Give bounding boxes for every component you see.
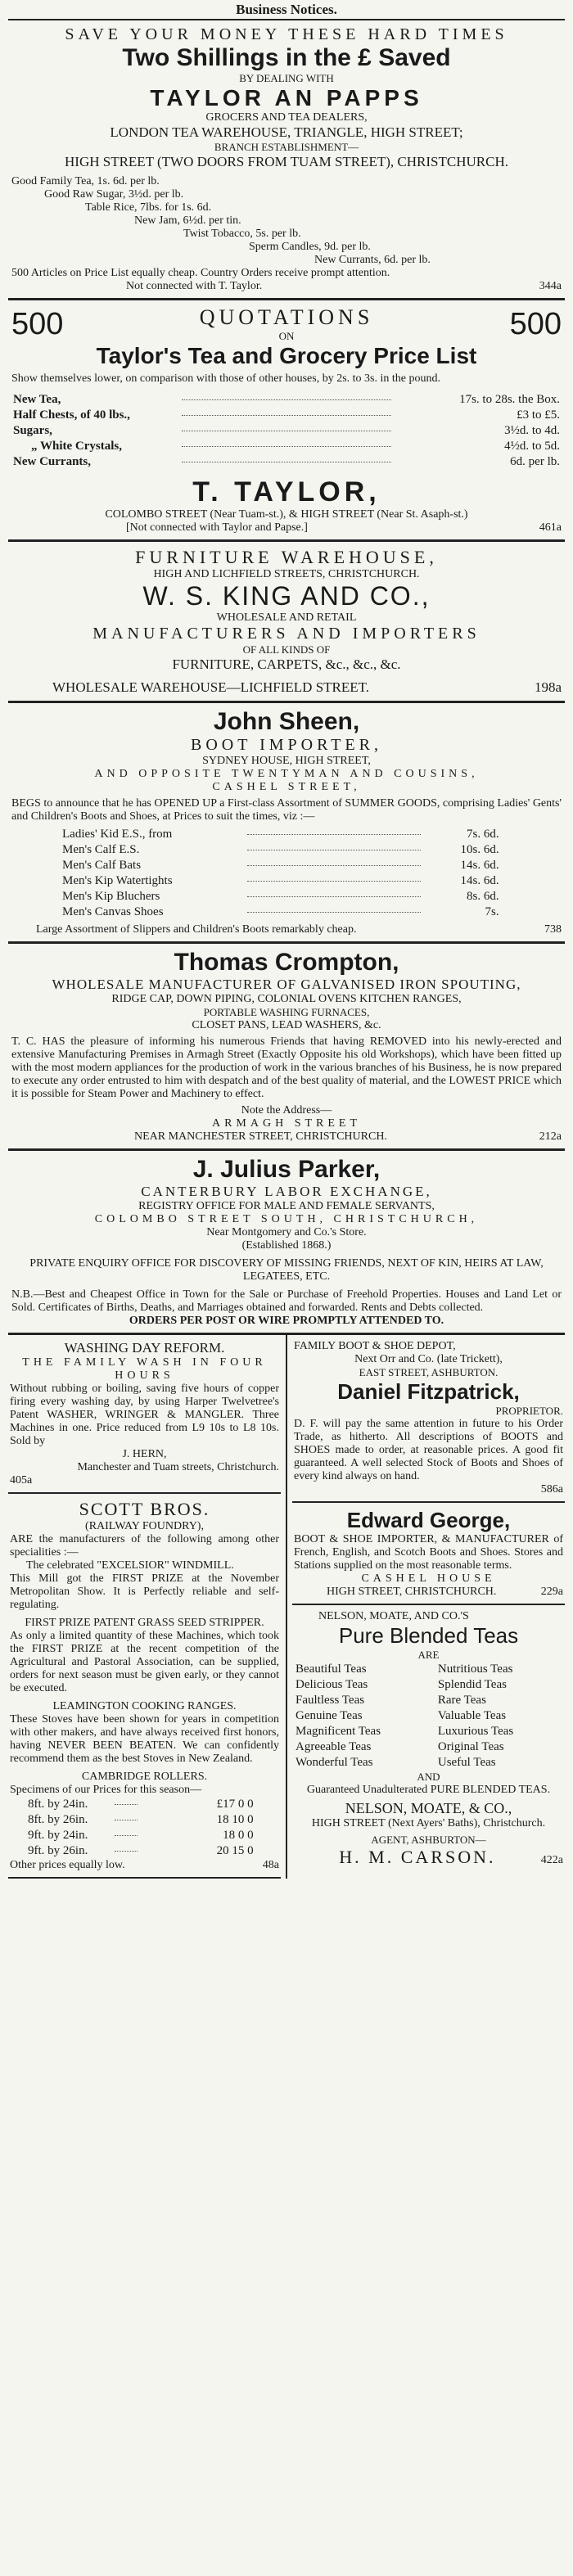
table-row (294, 1693, 563, 1708)
ad-taylor-papps (8, 20, 565, 300)
ad-products: CLOSET PANS, LEAD WASHERS, &c. (192, 1019, 381, 1031)
ad-body: N.B.—Best and Cheapest Office in Town for the Sale or Purchase of Freehold Properties. Houses and Land Let or Sold. Certificates of Births, Deaths, and Marriages obtained and forwarded. Rents and Debts collected. (11, 1288, 562, 1314)
price-name: 9ft. by 24in. (28, 1829, 88, 1842)
price-item: New Jam, 6½d. per tin. (134, 214, 241, 227)
table-row (294, 1739, 563, 1755)
list-item: Agreeable Teas (296, 1740, 372, 1753)
ad-line: WHOLESALE WAREHOUSE—LICHFIELD STREET. (52, 679, 370, 695)
ad-ref: 48a (262, 1859, 279, 1871)
price-value: 8s. 6d. (467, 890, 499, 903)
price-value: 17s. to 28s. the Box. (459, 393, 560, 406)
list-item: Delicious Teas (296, 1678, 368, 1691)
ad-ref: 405a (10, 1474, 33, 1487)
ad-parker (8, 1151, 565, 1335)
ad-ref: 738 (544, 923, 562, 936)
list-item: Valuable Teas (437, 1709, 507, 1722)
ad-footer: ORDERS PER POST OR WIRE PROMPTLY ATTENDED TO. (129, 1315, 444, 1327)
ad-note: [Not connected with Taylor and Papse.] (126, 521, 308, 534)
ad-line: FAMILY BOOT & SHOE DEPOT, (294, 1340, 456, 1352)
price-name: „ White Crystals, (31, 440, 122, 453)
price-name: Men's Canvas Shoes (62, 905, 164, 918)
ad-body: BOOT & SHOE IMPORTER, & MANUFACTURER of French, English, and Scotch Boots and Shoes. Stores and Stations supplied on the most reasonable terms. (294, 1533, 563, 1572)
ad-firm: T. TAYLOR, (192, 476, 381, 508)
price-value: 18 10 0 (216, 1813, 254, 1826)
ad-body: This Mill got the FIRST PRIZE at the November Metropolitan Show. It is Perfectly reliable and self-regulating. (10, 1572, 279, 1611)
ad-body: These Stoves have been shown for years in competition with other makers, and have always received first honors, having NEVER BEEN BEATEN. We can confidently recommend them as the best Stoves in New Zealand. (10, 1713, 279, 1765)
price-table (61, 827, 501, 920)
ad-fitzpatrick (292, 1335, 565, 1503)
list-item: Nutritious Teas (437, 1662, 513, 1676)
ad-subline: BRANCH ESTABLISHMENT— (214, 141, 359, 153)
ad-subline: THE FAMILY WASH IN FOUR HOURS (22, 1356, 267, 1382)
ad-body: D. F. will pay the same attention in future to his Order Trade, as hitherto. All descriptions of BOOTS and SHOES made to order, at reasonable prices. A good fit guaranteed. A well selected Stock of Boots and Shoes of every kind always on hand. (294, 1418, 563, 1482)
ad-body: Show themselves lower, on comparison with those of other houses, by 2s. to 3s. in the pound. (11, 372, 440, 385)
table-row (26, 1797, 255, 1812)
ad-trade: CANTERBURY LABOR EXCHANGE, (141, 1184, 432, 1199)
price-item: Table Rice, 7lbs. for 1s. 6d. (85, 201, 212, 214)
ad-ref: 212a (539, 1130, 562, 1143)
ad-headline: Taylor's Tea and Grocery Price List (96, 343, 477, 368)
ad-firm: SCOTT BROS. (79, 1499, 210, 1519)
ad-address: ARMAGH STREET (211, 1117, 362, 1130)
ad-firm: Edward George, (346, 1508, 511, 1532)
ad-address: COLOMBO STREET (Near Tuam-st.), & HIGH STREET (Near St. Asaph-st.) (105, 508, 468, 521)
ad-body: As only a limited quantity of these Machines, which took the FIRST PRIZE at the recent competition of the Agricultural and Pastoral Association, can be supplied, orders for next season must be given early, or they cannot be executed. (10, 1630, 279, 1694)
price-name: Men's Calf E.S. (62, 843, 140, 856)
table-row (26, 1812, 255, 1828)
ad-seller: J. HERN, (122, 1448, 167, 1460)
price-item: Twist Tobacco, 5s. per lb. (183, 228, 301, 240)
ad-body: T. C. HAS the pleasure of informing his numerous Friends that having REMOVED into his newly-erected and extensive Manufacturing Premises in Armagh Street (Exactly Opposite his old Workshops), which have been fitted up with the most modern appliances for the production of work in the various branches of his Business, he is now prepared to execute any order entrusted to him with despatch and of the best quality of material, and the LOWEST PRICE which it is possible for Steam Power and Machinery to effect. (11, 1035, 562, 1100)
table-row (11, 454, 562, 470)
ad-address: CASHEL HOUSE (361, 1572, 496, 1585)
ad-section-title: FIRST PRIZE PATENT GRASS SEED STRIPPER. (25, 1617, 264, 1629)
ad-firm: John Sheen, (213, 708, 360, 735)
list-item: Magnificent Teas (296, 1725, 381, 1738)
price-name: 8ft. by 24in. (28, 1798, 88, 1811)
ad-subline: OF ALL KINDS OF (242, 643, 331, 656)
ad-firm: NELSON, MOATE, & CO., (345, 1800, 512, 1816)
ad-headline: Pure Blended Teas (338, 1623, 519, 1648)
price-table (26, 1797, 255, 1859)
page-title: Business Notices. (8, 0, 565, 20)
table-row (11, 439, 562, 454)
price-value: 7s. (485, 905, 499, 918)
table-row (61, 873, 501, 889)
ad-address: HIGH STREET (Next Ayers' Baths), Christchurch. (311, 1817, 546, 1829)
ad-subline: PROPRIETOR. (495, 1405, 563, 1417)
ad-address: COLOMBO STREET SOUTH, CHRISTCHURCH, (94, 1213, 479, 1225)
price-value: 18 0 0 (223, 1829, 254, 1842)
price-name: 8ft. by 26in. (28, 1813, 88, 1826)
ad-ref: 586a (540, 1483, 563, 1496)
ad-scott (8, 1494, 281, 1879)
ad-nelson (292, 1605, 565, 1873)
price-item: Good Family Tea, 1s. 6d. per lb. (11, 175, 160, 187)
price-name: Men's Kip Watertights (62, 874, 173, 887)
table-row (294, 1708, 563, 1724)
price-value: 3½d. to 4d. (504, 424, 560, 437)
price-name: Sugars, (13, 424, 52, 437)
list-item: Rare Teas (437, 1694, 486, 1707)
ad-number: 500 (11, 306, 64, 341)
table-row (61, 905, 501, 920)
ad-line: QUOTATIONS (199, 305, 374, 329)
table-row (11, 423, 562, 439)
list-item: Luxurious Teas (437, 1725, 514, 1738)
ad-line: NELSON, MOATE, AND CO.'S (318, 1610, 469, 1622)
list-item: Wonderful Teas (296, 1756, 373, 1769)
ad-section-title: LEAMINGTON COOKING RANGES. (52, 1700, 237, 1712)
ad-address: CASHEL STREET, (212, 781, 361, 793)
price-value: £17 0 0 (216, 1798, 254, 1811)
ad-address: HIGH STREET, CHRISTCHURCH. (327, 1586, 497, 1598)
price-value: 10s. 6d. (460, 843, 499, 856)
ad-ref: 344a (539, 280, 562, 292)
ad-subline: (RAILWAY FOUNDRY), (85, 1520, 204, 1532)
price-item: Good Raw Sugar, 3½d. per lb. (44, 188, 184, 201)
price-item: New Currants, 6d. per lb. (314, 254, 431, 266)
ad-george (292, 1503, 565, 1605)
two-column-section (8, 1335, 565, 1879)
ad-agent: H. M. CARSON. (339, 1847, 496, 1867)
ad-ref: 198a (534, 679, 562, 695)
table-row (26, 1843, 255, 1859)
ad-note: (Established 1868.) (241, 1239, 332, 1252)
ad-trade: GROCERS AND TEA DEALERS, (205, 111, 368, 124)
ad-products: PORTABLE WASHING FURNACES, (203, 1006, 370, 1018)
price-value: 14s. 6d. (460, 874, 499, 887)
table-row (61, 827, 501, 842)
table-row (294, 1755, 563, 1771)
ad-body: Without rubbing or boiling, saving five hours of copper firing every washing day, by using Harper Twelvetree's Patent WASHER, WRINGER & MANGLER. Three Machines in one. Price reduced from L9 10s to L8 10s. Sold by (10, 1383, 279, 1447)
ad-firm: Thomas Crompton, (174, 949, 399, 976)
table-row (26, 1828, 255, 1843)
ad-address: AND OPPOSITE TWENTYMAN AND COUSINS, (94, 768, 479, 780)
ad-note: Note the Address— (241, 1104, 332, 1117)
ad-address: EAST STREET, ASHBURTON. (359, 1366, 499, 1378)
left-column (8, 1335, 287, 1879)
ad-subline: ON (278, 330, 295, 342)
ad-trade: WHOLESALE MANUFACTURER OF GALVANISED IRON SPOUTING, (52, 977, 521, 992)
table-row (11, 392, 562, 408)
ad-ref: 422a (540, 1854, 563, 1866)
table-row (294, 1662, 563, 1677)
table-row (61, 889, 501, 905)
list-item: Useful Teas (437, 1756, 496, 1769)
ad-subline: AGENT, ASHBURTON— (371, 1834, 486, 1846)
price-name: Men's Calf Bats (62, 859, 142, 872)
tea-list (294, 1662, 563, 1771)
ad-line: MANUFACTURERS AND IMPORTERS (92, 625, 481, 643)
ad-note: Not connected with T. Taylor. (126, 280, 263, 292)
table-row (294, 1677, 563, 1693)
ad-line: Next Orr and Co. (late Trickett), (354, 1353, 503, 1365)
ad-footer: Other prices equally low. (10, 1859, 125, 1871)
ad-ref: 461a (539, 521, 562, 534)
price-value: 14s. 6d. (460, 859, 499, 872)
ad-body: Guaranteed Unadulterated PURE BLENDED TEAS. (306, 1784, 551, 1796)
table-row (61, 858, 501, 873)
ad-firm: J. Julius Parker, (192, 1156, 381, 1183)
ad-washing (8, 1335, 281, 1494)
ad-body: BEGS to announce that he has OPENED UP a First-class Assortment of SUMMER GOODS, comprising Ladies' Gents' and Children's Boots and Shoes, at Prices to suit the times, viz :— (11, 797, 562, 823)
ad-firm: W. S. KING AND CO., (142, 581, 431, 611)
price-item: Sperm Candles, 9d. per lb. (249, 241, 371, 253)
ad-number: 500 (509, 306, 562, 341)
ad-king (8, 542, 565, 703)
price-value: £3 to £5. (517, 408, 560, 422)
ad-trade: WHOLESALE AND RETAIL (216, 611, 357, 624)
ad-taylor-price-list (8, 300, 565, 542)
price-name: New Tea, (13, 393, 61, 406)
price-name: New Currants, (13, 455, 91, 468)
ad-footer: 500 Articles on Price List equally cheap. Country Orders receive prompt attention. (11, 267, 390, 279)
ad-crompton (8, 944, 565, 1151)
list-item: Splendid Teas (437, 1678, 507, 1691)
ad-line: FURNITURE WAREHOUSE, (135, 547, 438, 567)
ad-headline: WASHING DAY REFORM. (64, 1340, 225, 1356)
ad-address: Manchester and Tuam streets, Christchurch. (77, 1461, 279, 1473)
ad-body: Specimens of our Prices for this season— (10, 1784, 202, 1796)
price-value: 7s. 6d. (467, 828, 499, 841)
ad-address: LONDON TEA WAREHOUSE, TRIANGLE, HIGH STREET; (110, 124, 463, 140)
ad-body: PRIVATE ENQUIRY OFFICE FOR DISCOVERY OF MISSING FRIENDS, NEXT OF KIN, HEIRS AT LAW, LEGATEES, ETC. (29, 1257, 544, 1283)
ad-address: HIGH AND LICHFIELD STREETS, CHRISTCHURCH. (153, 568, 420, 580)
ad-subline: ARE (417, 1649, 440, 1661)
ad-subline: REGISTRY OFFICE FOR MALE AND FEMALE SERVANTS, (138, 1200, 435, 1212)
list-item: Faultless Teas (296, 1694, 365, 1707)
ad-sheen (8, 703, 565, 944)
list-item: Original Teas (437, 1740, 504, 1753)
ad-address: HIGH STREET (TWO DOORS FROM TUAM STREET), CHRISTCHURCH. (65, 154, 508, 169)
price-name: Half Chests, of 40 lbs., (13, 408, 130, 422)
ad-ref: 229a (540, 1586, 563, 1598)
ad-headline: Two Shillings in the £ Saved (122, 44, 451, 71)
price-list (11, 175, 562, 267)
price-name: Men's Kip Bluchers (62, 890, 160, 903)
table-row (61, 842, 501, 858)
price-value: 6d. per lb. (510, 455, 560, 468)
ad-firm: TAYLOR AN PAPPS (150, 85, 423, 111)
price-value: 20 15 0 (216, 1844, 254, 1857)
right-column (287, 1335, 565, 1879)
ad-address: SYDNEY HOUSE, HIGH STREET, (202, 755, 371, 767)
table-row (294, 1724, 563, 1739)
ad-address: NEAR MANCHESTER STREET, CHRISTCHURCH. (134, 1130, 387, 1143)
ad-footer: Large Assortment of Slippers and Children's Boots remarkably cheap. (36, 923, 357, 936)
ad-line: FURNITURE, CARPETS, &c., &c., &c. (172, 656, 401, 672)
ad-trade: BOOT IMPORTER, (190, 736, 382, 754)
price-value: 4½d. to 5d. (504, 440, 560, 453)
ad-products: RIDGE CAP, DOWN PIPING, COLONIAL OVENS KITCHEN RANGES, (111, 993, 462, 1005)
ad-body: The celebrated "EXCELSIOR" WINDMILL. (26, 1559, 234, 1572)
price-name: 9ft. by 26in. (28, 1844, 88, 1857)
price-name: Ladies' Kid E.S., from (62, 828, 173, 841)
list-item: Beautiful Teas (296, 1662, 367, 1676)
ad-line: SAVE YOUR MONEY THESE HARD TIMES (65, 25, 508, 43)
price-table (11, 392, 562, 470)
ad-section-title: CAMBRIDGE ROLLERS. (81, 1771, 208, 1783)
ad-address: Near Montgomery and Co.'s Store. (206, 1226, 367, 1238)
ad-body: ARE the manufacturers of the following among other specialities :— (10, 1533, 279, 1559)
ad-subline: BY DEALING WITH (239, 72, 334, 84)
list-item: Genuine Teas (296, 1709, 363, 1722)
ad-subline: AND (417, 1771, 440, 1783)
table-row (11, 408, 562, 423)
ad-firm: Daniel Fitzpatrick, (337, 1379, 520, 1404)
